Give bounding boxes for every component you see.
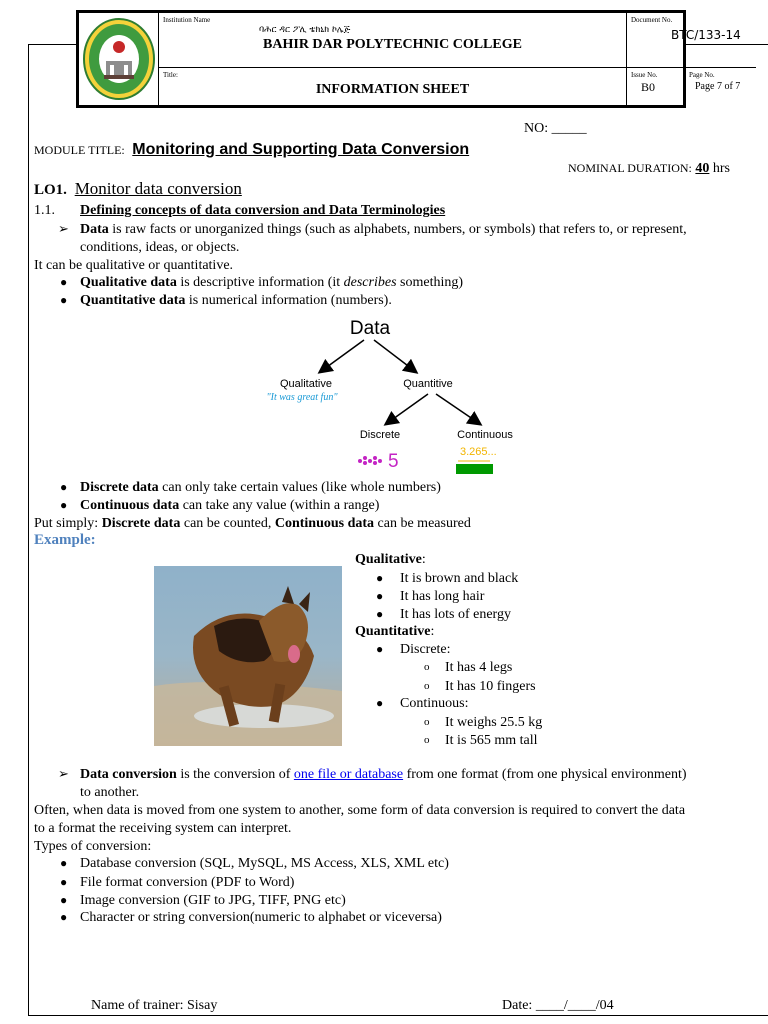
example-continuous-label: Continuous: [400,696,469,711]
bullet-icon: ● [60,293,68,307]
duration-unit: hrs [712,161,731,176]
simply-mid: can be counted, [180,516,275,531]
institution-amharic-name: ባሕር ዳር ፖሊ ቴክኒክ ኮሌጅ [259,25,351,35]
bullet-icon: ● [376,571,384,585]
diagram-discrete-label: Discrete [359,429,401,441]
circle-bullet-icon: o [424,661,430,673]
document-number: BTC/133-14 [671,28,741,42]
circle-bullet-icon: o [424,734,430,746]
discrete-definition [80,479,441,496]
diagram-arrow-to-qualitative [320,340,364,372]
often-line1: Often, when data is moved from one system to another, some form of data conversion is required to convert the data [34,803,686,818]
conversion-type-item: Image conversion (GIF to JPG, TIFF, PNG etc) [80,893,346,908]
institution-cell [159,13,627,68]
discrete-dots-icon [358,456,382,465]
diagram-discrete-value: 5 [388,451,399,472]
bullet-icon: ● [376,607,384,621]
document-header [76,10,741,108]
module-title: Monitoring and Supporting Data Conversion [132,141,470,158]
learning-outcome-heading [34,180,242,199]
sheet-title: INFORMATION SHEET [315,82,470,97]
example-quantitative-heading: Quantitative: [355,624,435,639]
data-definition-line1 [80,221,687,238]
discrete-text: can only take certain values (like whole numbers) [158,480,441,495]
example-continuous-item: It weighs 25.5 kg [445,715,543,730]
discrete-term: Discrete data [80,480,159,495]
diagram-root-label: Data [349,318,391,339]
bullet-icon: ● [376,696,384,710]
title-label: Title: [163,71,178,79]
diagram-arrow-to-continuous [436,394,480,424]
bullet-icon: ● [376,589,384,603]
lo-title: Monitor data conversion [74,179,242,198]
data-conversion-line2: to another. [80,785,140,800]
example-heading: Example: [34,532,96,548]
conversion-type-item: File format conversion (PDF to Word) [80,875,295,890]
qualitative-definition [80,274,463,291]
title-cell [159,68,627,105]
qual-quant-intro: It can be qualitative or quantitative. [34,258,234,273]
duration-label: NOMINAL DURATION: [568,161,692,175]
example-discrete-label: Discrete: [400,642,451,657]
qualitative-text-post: something) [396,275,464,290]
example-continuous-item: It is 565 mm tall [445,733,538,748]
nominal-duration [568,160,730,177]
diagram-quantitive-label: Quantitive [403,378,453,390]
data-definition-text: is raw facts or unorganized things (such as alphabets, numbers, or symbols) that refers to, or represent, [108,222,687,237]
often-line2: to a format the receiving system can interpret. [34,821,292,836]
simply-post: can be measured [374,516,471,531]
bullet-icon: ● [60,856,68,870]
continuous-bar [456,464,493,474]
page-number-cell [685,68,756,105]
put-simply-line [34,515,471,532]
college-logo-cell [79,13,159,105]
qualitative-text-pre: is descriptive information (it [176,275,344,290]
types-of-conversion-label: Types of conversion: [34,839,152,854]
trainer-name: Name of trainer: Sisay [91,998,218,1013]
bullet-icon: ● [60,875,68,889]
page-number: Page 7 of 7 [695,81,741,92]
diagram-continuous-label: Continuous [457,429,513,441]
bullet-icon: ● [60,910,68,924]
data-conversion-term: Data conversion [80,767,177,782]
data-conversion-line1 [80,766,687,783]
arrow-bullet-icon: ➢ [58,221,69,236]
issue-number-label: Issue No. [631,71,658,79]
one-file-or-database-link[interactable]: one file or database [293,767,404,782]
document-number-label: Document No. [631,16,673,24]
bullet-icon: ● [60,498,68,512]
simply-term1: Discrete data [101,516,181,531]
module-title-line [34,141,469,159]
conversion-type-item: Character or string conversion(numeric to alphabet or viceversa) [80,910,442,925]
institution-name: BAHIR DAR POLYTECHNIC COLLEGE [263,37,522,52]
date-field: Date: ____/____/04 [502,998,614,1013]
diagram-arrow-to-quantitive [374,340,416,372]
example-discrete-item: It has 10 fingers [445,679,536,694]
diagram-qualitative-example: "It was great fun" [266,392,338,403]
example-qual-item: It is brown and black [400,571,519,586]
simply-term2: Continuous data [274,516,375,531]
continuous-term: Continuous data [80,498,180,513]
number-field: NO: _____ [524,121,587,136]
quantitative-definition [80,292,392,309]
continuous-text: can take any value (within a range) [179,498,380,513]
qualitative-term: Qualitative data [80,275,177,290]
conversion-type-item: Database conversion (SQL, MySQL, MS Access, XLS, XML etc) [80,856,449,871]
example-discrete-item: It has 4 legs [445,660,513,675]
bullet-icon: ● [60,893,68,907]
data-term: Data [80,222,109,237]
section-title: Defining concepts of data conversion and Data Terminologies [80,203,446,218]
example-qual-item: It has lots of energy [400,607,511,622]
diagram-arrow-to-discrete [386,394,428,424]
issue-number-cell [627,68,685,105]
section-number: 1.1. [34,203,55,218]
arrow-bullet-icon: ➢ [58,766,69,781]
data-conversion-post: from one format (from one physical environment) [403,767,687,782]
lo-number: LO1. [34,182,67,198]
dog-photo [154,566,342,746]
bullet-icon: ● [60,275,68,289]
document-number-cell [627,13,756,68]
quantitative-text: is numerical information (numbers). [185,293,392,308]
example-qual-item: It has long hair [400,589,485,604]
circle-bullet-icon: o [424,680,430,692]
data-types-diagram [240,312,530,482]
data-conversion-pre: is the conversion of [176,767,294,782]
circle-bullet-icon: o [424,716,430,728]
issue-number: B0 [641,80,656,94]
institution-label: Institution Name [163,16,211,24]
data-definition-line2: conditions, ideas, or objects. [80,240,240,255]
college-logo-icon [82,17,156,101]
example-qualitative-heading: Qualitative: [355,552,426,567]
diagram-qualitative-label: Qualitative [280,378,332,390]
duration-value: 40 [695,161,710,176]
module-title-label: MODULE TITLE: [34,143,125,157]
page-number-label: Page No. [689,71,715,79]
qualitative-text-em: describes [343,275,397,290]
diagram-continuous-value: 3.265... [460,446,497,458]
bullet-icon: ● [60,480,68,494]
continuous-definition [80,497,379,514]
dog-illustration [154,566,342,746]
example-qualitative-label: Qualitative [355,552,422,567]
quantitative-term: Quantitative data [80,293,186,308]
example-quantitative-label: Quantitative [355,624,431,639]
bullet-icon: ● [376,642,384,656]
simply-pre: Put simply: [34,516,102,531]
